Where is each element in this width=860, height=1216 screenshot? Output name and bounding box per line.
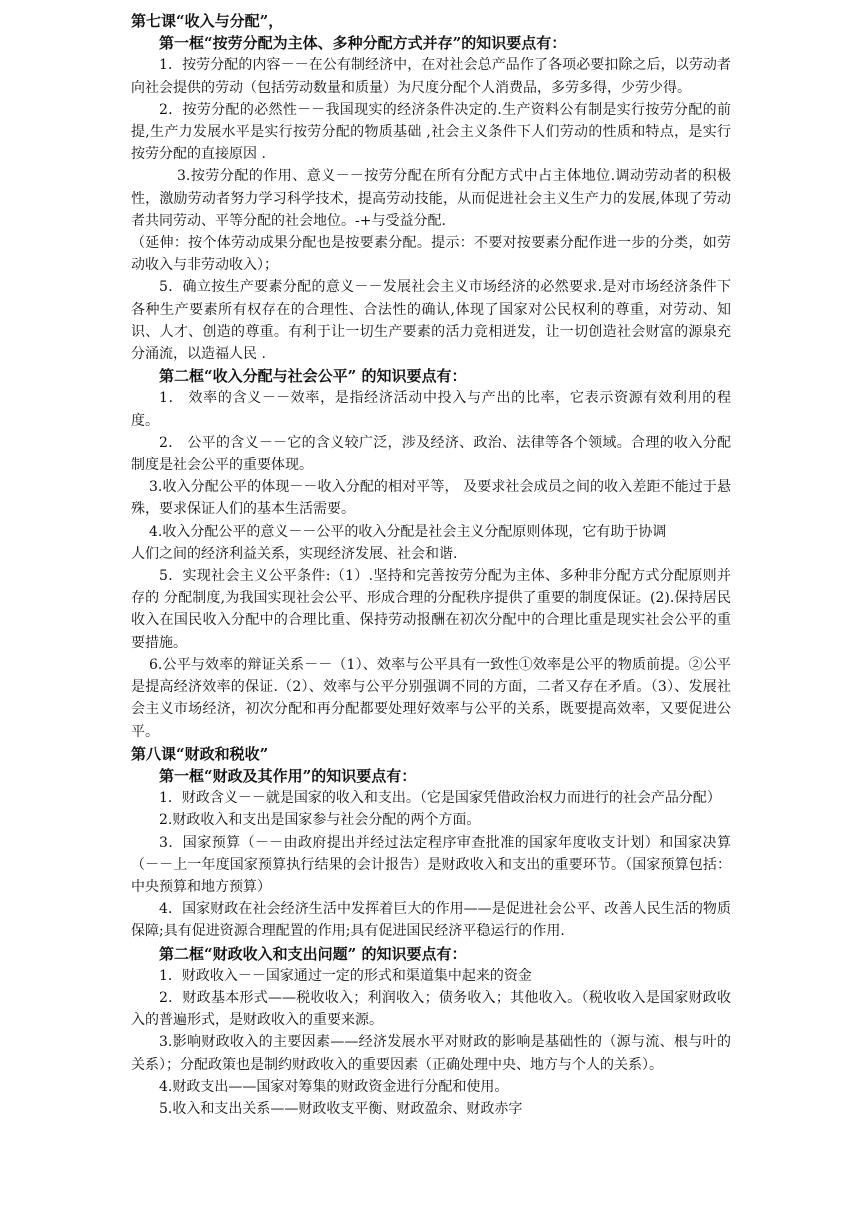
paragraph: 3.按劳分配的作用、意义－－按劳分配在所有分配方式中占主体地位.调动劳动者的积极性，激励劳动者努力学习科学技术，提高劳动技能，从而促进社会主义生产力的发展,体现了劳动者共同劳动、平等分配的社会地位。-+与受益分配. bbox=[131, 168, 731, 229]
paragraph: 4．国家财政在社会经济生活中发挥着巨大的作用——是促进社会公平、改善人民生活的物质保障;具有促进资源合理配置的作用;具有促进国民经济平稳运行的作用. bbox=[131, 901, 731, 940]
paragraph: 3.收入分配公平的体现－－收入分配的相对平等， 及要求社会成员之间的收入差距不能过于悬殊，要求保证人们的基本生活需要。 bbox=[131, 479, 731, 518]
document-page bbox=[131, 10, 731, 1120]
lesson7-section2-heading: 第二框“收入分配与社会公平” 的知识要点有： bbox=[159, 367, 467, 386]
paragraph: 5.收入和支出关系——财政收支平衡、财政盈余、财政赤字 bbox=[159, 1100, 523, 1117]
paragraph: 2.财政收入和支出是国家参与社会分配的两个方面。 bbox=[159, 812, 481, 829]
paragraph: 人们之间的经济利益关系，实现经济发展、社会和谐. bbox=[131, 545, 458, 562]
paragraph: 1．按劳分配的内容－－在公有制经济中，在对社会总产品作了各项必要扣除之后，以劳动者向社会提供的劳动（包括劳动数量和质量）为尺度分配个人消费品，多劳多得，少劳少得。 bbox=[131, 57, 731, 96]
lesson8-section2-heading: 第二框“财政收入和支出问题” 的知识要点有： bbox=[159, 944, 467, 963]
lesson8-section1-heading: 第一框“财政及其作用”的知识要点有： bbox=[159, 766, 417, 785]
paragraph: 1．财政收入－－国家通过一定的形式和渠道集中起来的资金 bbox=[159, 967, 532, 984]
lesson8-title: 第八课“财政和税收” bbox=[131, 744, 269, 763]
paragraph: （延伸：按个体劳动成果分配也是按要素分配。提示：不要对按要素分配作进一步的分类，如劳动收入与非劳动收入）； bbox=[131, 235, 731, 274]
lesson7-title: 第七课“收入与分配”， bbox=[131, 12, 284, 30]
paragraph: 5．实现社会主义公平条件:（1）.坚持和完善按劳分配为主体、多种非分配方式分配原则并存的 分配制度,为我国实现社会公平、形成合理的分配秩序提供了重要的制度保证。(2).保持居民收入在国民收入分配中的合理比重、保持劳动报酬在初次分配中的合理比重是现实社会公平的重要措施。 bbox=[131, 568, 731, 651]
paragraph: 2．按劳分配的必然性－－我国现实的经济条件决定的.生产资料公有制是实行按劳分配的前提,生产力发展水平是实行按劳分配的物质基础 ,社会主义条件下人们劳动的性质和特点，是实行按劳分配的直接原因 . bbox=[131, 101, 731, 163]
paragraph: 5．确立按生产要素分配的意义－－发展社会主义市场经济的必然要求.是对市场经济条件下各种生产要素所有权存在的合理性、合法性的确认,体现了国家对公民权利的尊重，对劳动、知识、人才、创造的尊重。有利于让一切生产要素的活力竞相迸发，让一切创造社会财富的源泉充分涌流，以造福人民 . bbox=[131, 279, 731, 363]
paragraph: 2．财政基本形式——税收收入；利润收入；债务收入；其他收入。（税收收入是国家财政收入的普遍形式，是财政收入的重要来源。 bbox=[131, 989, 731, 1029]
paragraph: 3．国家预算（－－由政府提出并经过法定程序审查批准的国家年度收支计划）和国家决算（－－上一年度国家预算执行结果的会计报告）是财政收入和支出的重要环节。（国家预算包括：中央预算和地方预算） bbox=[131, 834, 731, 895]
paragraph: 4.财政支出——国家对筹集的财政资金进行分配和使用。 bbox=[159, 1078, 509, 1095]
paragraph: 6.公平与效率的辩证关系－－（1）、效率与公平具有一致性①效率是公平的物质前提。②公平是提高经济效率的保证.（2）、效率与公平分别强调不同的方面，二者又存在矛盾。（3）、发展社会主义市场经济，初次分配和再分配都要处理好效率与公平的关系，既要提高效率，又要促进公平。 bbox=[131, 656, 731, 740]
lesson7-section1-heading: 第一框“按劳分配为主体、多种分配方式并存”的知识要点有： bbox=[159, 34, 567, 53]
paragraph: 1． 效率的含义－－效率，是指经济活动中投入与产出的比率，它表示资源有效利用的程度。 bbox=[131, 390, 731, 429]
paragraph: 3.影响财政收入的主要因素——经济发展水平对财政的影响是基础性的（源与流、根与叶的关系）；分配政策也是制约财政收入的重要因素（正确处理中央、地方与个人的关系）。 bbox=[131, 1034, 731, 1073]
paragraph: 1．财政含义－－就是国家的收入和支出。（它是国家凭借政治权力而进行的社会产品分配） bbox=[159, 790, 721, 807]
paragraph: 2． 公平的含义－－它的含义较广泛，涉及经济、政治、法律等各个领域。合理的收入分配制度是社会公平的重要体现。 bbox=[131, 434, 731, 474]
paragraph: 4.收入分配公平的意义－－公平的收入分配是社会主义分配原则体现，它有助于协调 bbox=[149, 523, 667, 540]
